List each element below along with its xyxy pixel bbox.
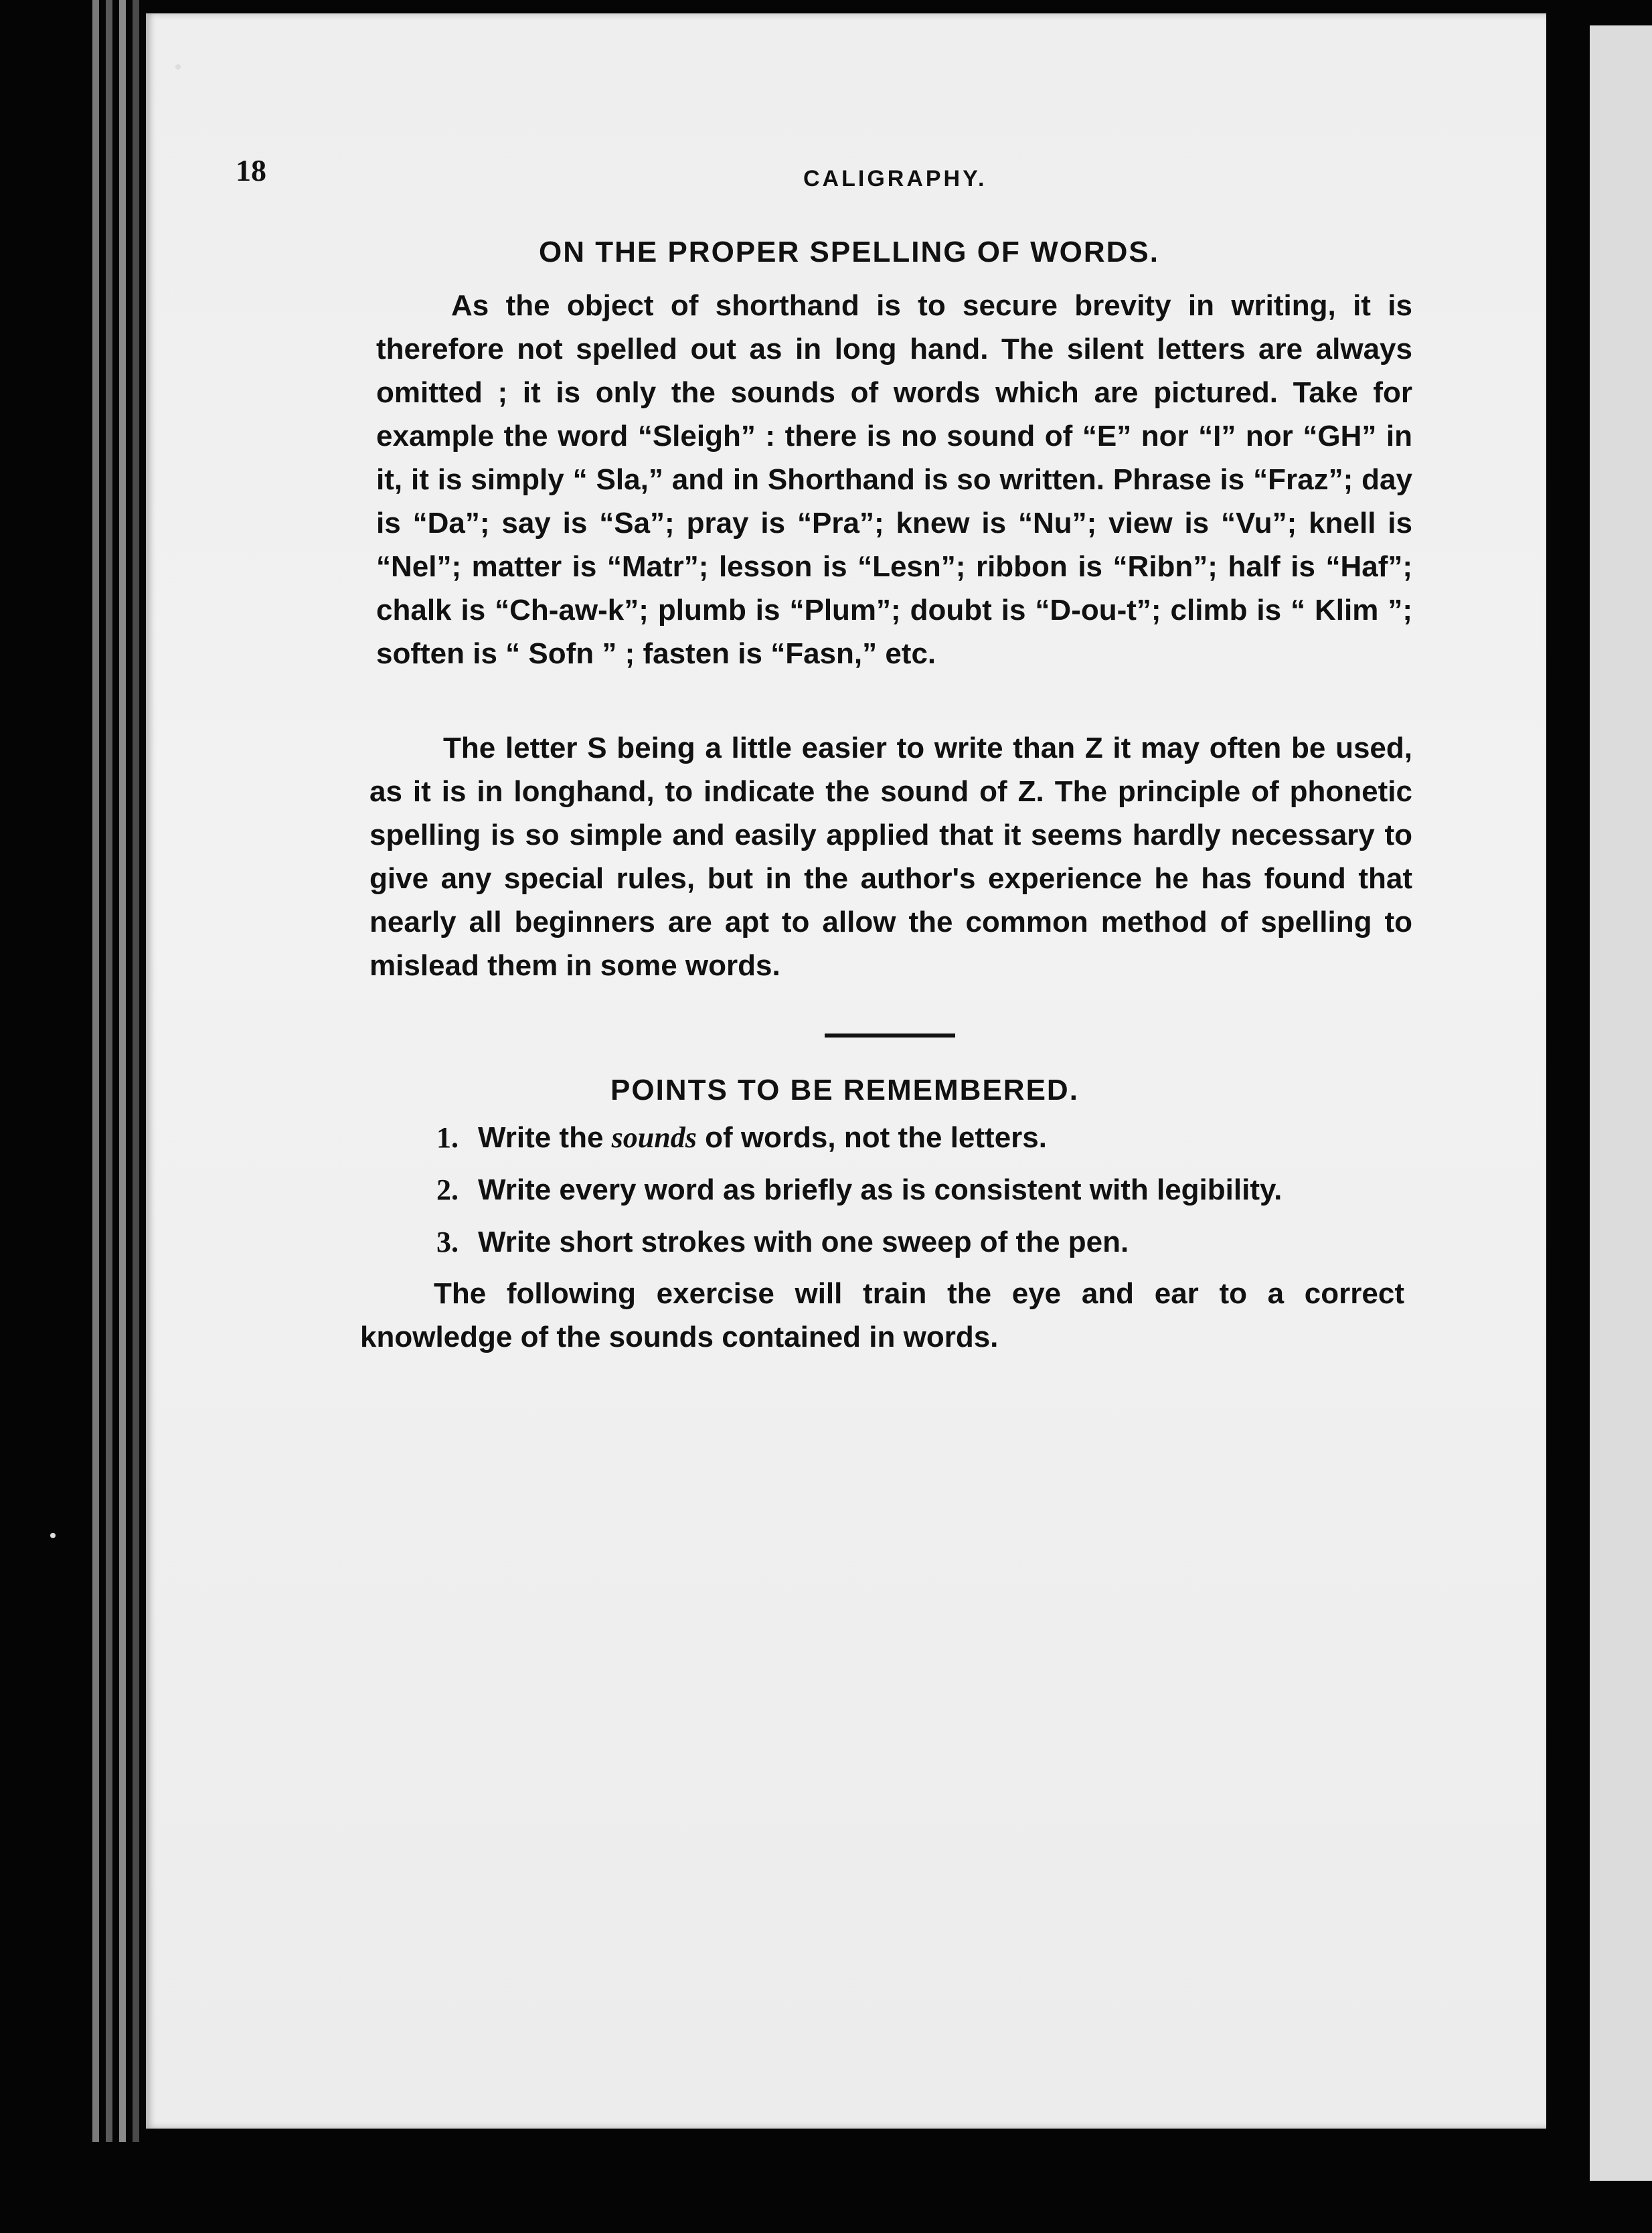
- paragraph-letter-s: The letter S being a little easier to write than Z it may often be used, as it is in longhand, to indicate the sound of Z. The principle of phonetic spelling is so simple and easily applied that it seems hardly necessary to give any special rules, but in the author's experience he has found that nearly all beginners are apt to allow the common method of spelling to mislead them in some words.: [369, 732, 1412, 982]
- page-stack-edge: [119, 0, 126, 2142]
- list-item-number: 3.: [436, 1226, 459, 1258]
- list-item: [436, 1173, 1282, 1207]
- section-heading-points: POINTS TO BE REMEMBERED.: [610, 1074, 1079, 1106]
- paragraph-spelling-rules: As the object of shorthand is to secure brevity in writing, it is therefore not spelled out as in long hand. The silent letters are always omitted ; it is only the sounds of words which are pictured. Take for example the word “Sleigh” : there is no sound of “E” nor “I” nor “GH” in it, it is simply “ Sla,” and in Shorthand is so written. Phrase is “Fraz”; day is “Da”; say is “Sa”; pray is “Pra”; knew is “Nu”; view is “Vu”; knell is “Nel”; matter is “Matr”; lesson is “Lesn”; ribbon is “Ribn”; half is “Haf”; chalk is “Ch-aw-k”; plumb is “Plum”; doubt is “D-ou-t”; climb is “ Klim ”; soften is “ Sofn ” ; fasten is “Fasn,” etc.: [376, 289, 1412, 670]
- dust-speck: [175, 64, 181, 70]
- paragraph-exercise-intro: The following exercise will train the eye and ear to a correct knowledge of the sounds contained in words.: [360, 1277, 1404, 1353]
- list-item: [436, 1225, 1129, 1259]
- list-item-text: Write short strokes with one sweep of the pen.: [478, 1226, 1129, 1258]
- section-divider: [825, 1033, 955, 1038]
- list-item-number: 2.: [436, 1173, 459, 1206]
- list-item-text: Write every word as briefly as is consistent with legibility.: [478, 1173, 1283, 1206]
- list-item-emphasis: sounds: [611, 1121, 697, 1154]
- running-head: CALIGRAPHY.: [803, 166, 987, 191]
- page-stack-edge: [106, 0, 112, 2142]
- list-item: [436, 1121, 1047, 1155]
- list-item-text: Write the: [478, 1121, 612, 1154]
- page-stack-edge: [92, 0, 99, 2142]
- page-stack-edge: [133, 0, 139, 2142]
- section-heading-spelling: ON THE PROPER SPELLING OF WORDS.: [539, 236, 1159, 268]
- list-item-number: 1.: [436, 1121, 459, 1154]
- adjacent-page-edge: [1590, 25, 1652, 2181]
- dust-speck: [50, 1533, 56, 1538]
- page-number: 18: [236, 153, 266, 187]
- list-item-text: of words, not the letters.: [696, 1121, 1047, 1154]
